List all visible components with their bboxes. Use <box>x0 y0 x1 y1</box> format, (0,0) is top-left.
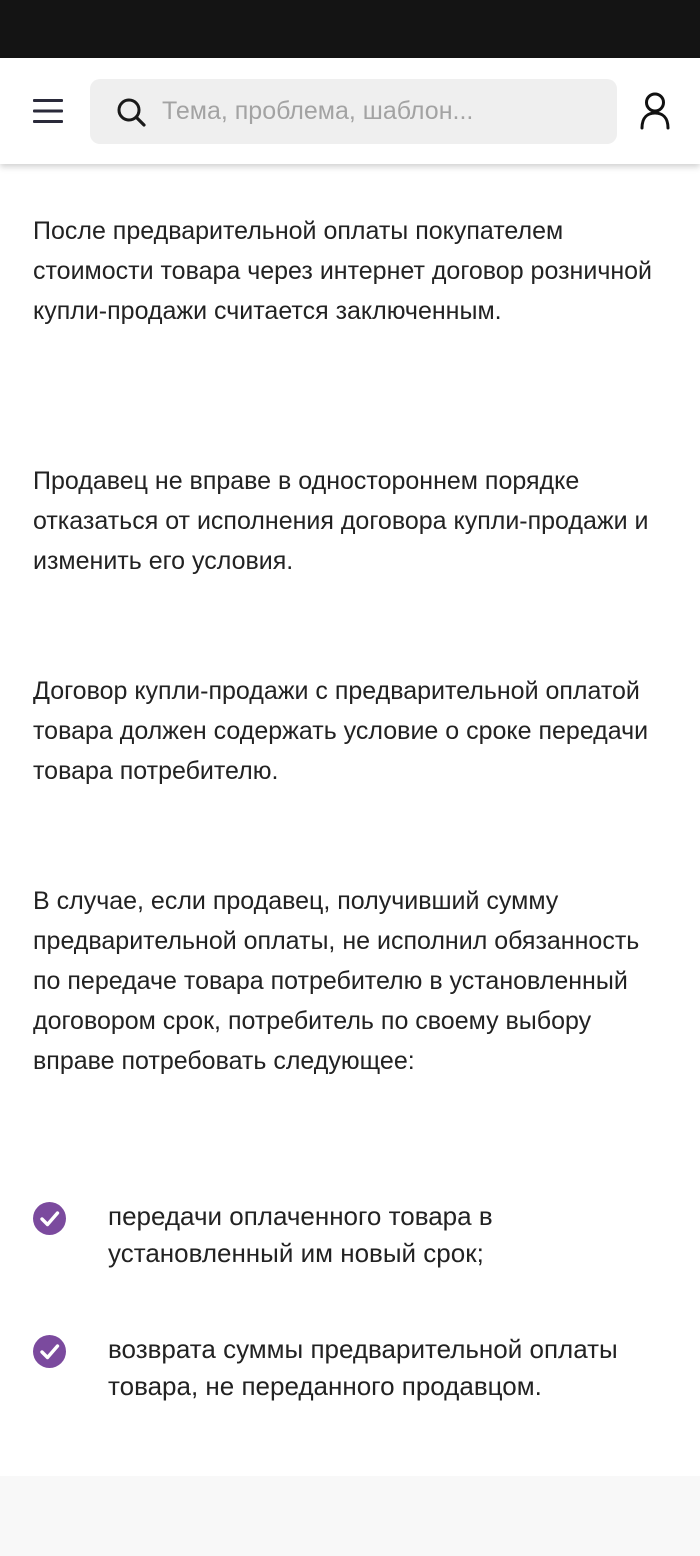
paragraph: Договор купли-продажи с предварительной оплатой товара должен содержать условие о сроке передачи товара потребителю. <box>33 677 649 785</box>
profile-button[interactable] <box>633 88 677 134</box>
paragraph: После предварительной оплаты покупателем стоимости товара через интернет договор розничной купли-продажи считается заключенным. <box>33 217 653 325</box>
menu-icon <box>32 98 64 124</box>
menu-button[interactable] <box>26 89 70 133</box>
check-circle-icon <box>33 1335 66 1368</box>
status-bar <box>0 0 700 58</box>
list-item-text: передачи оплаченного товара в установленный им новый срок; <box>108 1201 493 1268</box>
search-icon <box>114 95 148 129</box>
user-icon <box>639 92 671 130</box>
top-header <box>0 58 700 164</box>
paragraph: Продавец не вправе в одностороннем порядке отказаться от исполнения договора купли-продажи и изменить его условия. <box>33 467 649 575</box>
list-item-text: возврата суммы предварительной оплаты товара, не переданного продавцом. <box>108 1334 618 1401</box>
article-content <box>0 164 700 1476</box>
paragraph: В случае, если продавец, получивший сумму предварительной оплаты, не исполнил обязанность по передаче товара потребителю в установленный договором срок, потребитель по своему выбору вправе потребовать следующее: <box>33 887 640 1075</box>
page-footer-area <box>0 1476 700 1556</box>
search-input[interactable] <box>162 97 592 126</box>
search-box[interactable] <box>90 79 617 144</box>
check-circle-icon <box>33 1202 66 1235</box>
